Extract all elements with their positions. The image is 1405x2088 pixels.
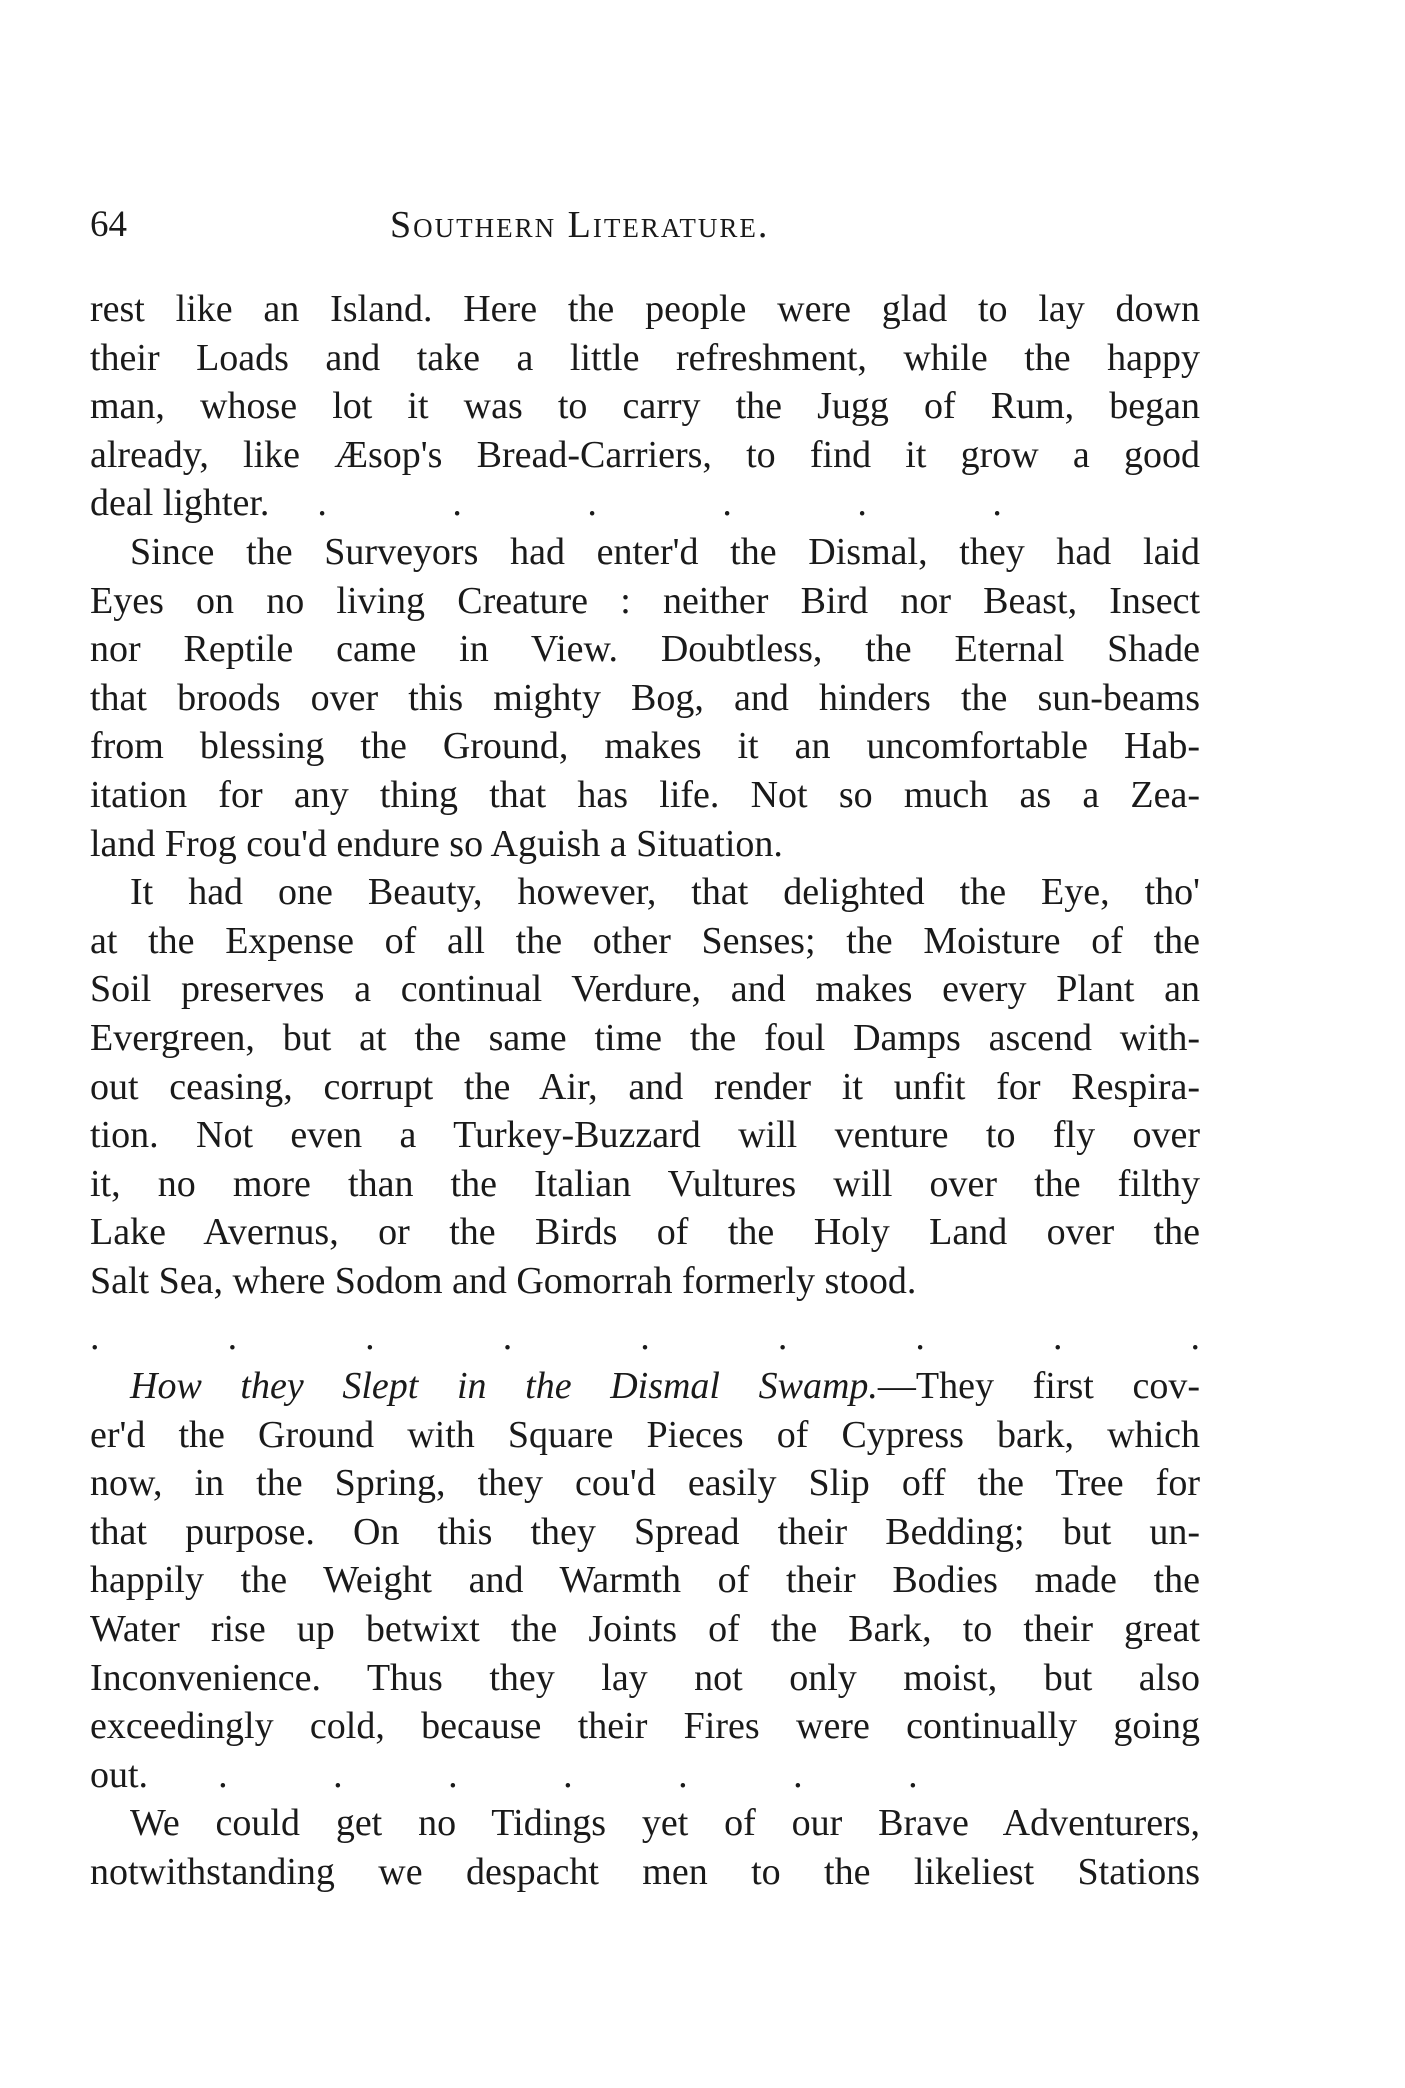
- text-line: notwithstanding we despacht men to the likeliest Stations: [90, 1851, 1200, 1893]
- text-line: Salt Sea, where Sodom and Gomorrah formerly stood.: [90, 1259, 917, 1302]
- text-line: rest like an Island. Here the people were glad to lay down: [90, 288, 1200, 330]
- text-line: Eyes on no living Creature : neither Bird nor Beast, Insect: [90, 579, 1200, 622]
- text-line: happily the Weight and Warmth of their Bodies made the: [90, 1559, 1200, 1602]
- text-line: Lake Avernus, or the Birds of the Holy Land over the: [90, 1211, 1200, 1254]
- ellipsis-dots: . . . . . . .: [218, 1753, 966, 1796]
- text-line: that purpose. On this they Spread their Bedding; but un-: [90, 1510, 1200, 1553]
- text-line: now, in the Spring, they cou'd easily Slip off the Tree for: [90, 1462, 1200, 1505]
- text-line-start: out.: [90, 1753, 149, 1796]
- text-line: nor Reptile came in View. Doubtless, the Eternal Shade: [90, 628, 1200, 671]
- text-line: tion. Not even a Turkey-Buzzard will venture to fly over: [90, 1114, 1200, 1157]
- page-number: 64: [90, 204, 127, 245]
- running-head: [90, 200, 1200, 250]
- ellipsis-dots: . . . . . .: [317, 482, 1060, 525]
- section-heading: How they Slept in the Dismal Swamp.: [130, 1365, 878, 1408]
- separator-dots: . . . . . . . . .: [90, 1316, 1200, 1359]
- running-title: Southern Literature.: [390, 204, 770, 246]
- text-line: at the Expense of all the other Senses; the Moisture of the: [90, 919, 1200, 962]
- text-line: [90, 479, 1200, 528]
- text-line: Since the Surveyors had enter'd the Dismal, they had laid: [130, 530, 1200, 573]
- text-line: already, like Æsop's Bread-Carriers, to find it grow a good: [90, 433, 1200, 476]
- text-line: Soil preserves a continual Verdure, and makes every Plant an: [90, 968, 1200, 1011]
- text-line: Water rise up betwixt the Joints of the Bark, to their great: [90, 1608, 1200, 1651]
- text-line: [90, 1362, 1200, 1411]
- text-line-rest: —They first cov-: [877, 1365, 1200, 1408]
- text-line: that broods over this mighty Bog, and hinders the sun-beams: [90, 676, 1200, 719]
- text-line-start: deal lighter.: [90, 482, 270, 525]
- text-line: itation for any thing that has life. Not so much as a Zea-: [90, 773, 1200, 816]
- text-line: Evergreen, but at the same time the foul Damps ascend with-: [90, 1016, 1200, 1059]
- text-line: it, no more than the Italian Vultures will over the filthy: [90, 1162, 1200, 1205]
- text-line: [90, 1751, 1200, 1800]
- text-line: out ceasing, corrupt the Air, and render it unfit for Respira-: [90, 1065, 1200, 1108]
- text-line: It had one Beauty, however, that delighted the Eye, tho': [130, 871, 1200, 914]
- text-line: We could get no Tidings yet of our Brave Adventurers,: [130, 1802, 1200, 1845]
- body-text: [90, 285, 1200, 1897]
- text-line: land Frog cou'd endure so Aguish a Situation.: [90, 822, 783, 865]
- text-line: exceedingly cold, because their Fires were continually going: [90, 1705, 1200, 1748]
- text-line: man, whose lot it was to carry the Jugg of Rum, began: [90, 385, 1200, 428]
- text-line: from blessing the Ground, makes it an uncomfortable Hab-: [90, 725, 1200, 768]
- text-line: er'd the Ground with Square Pieces of Cypress bark, which: [90, 1413, 1200, 1456]
- text-line: Inconvenience. Thus they lay not only moist, but also: [90, 1656, 1200, 1699]
- text-line: their Loads and take a little refreshment, while the happy: [90, 336, 1200, 379]
